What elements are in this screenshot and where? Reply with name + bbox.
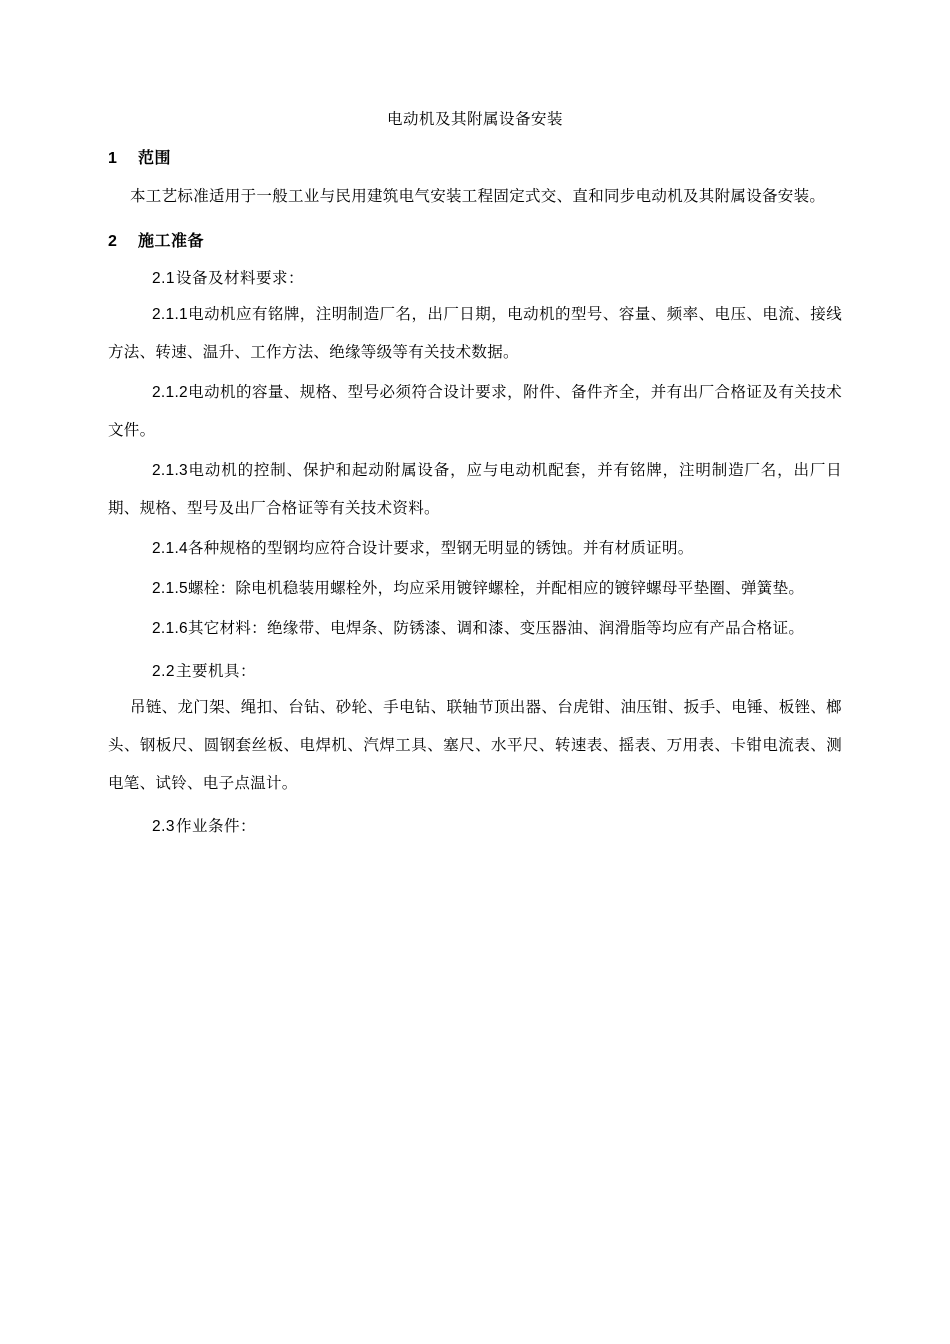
- subsection-title-2-3: 作业条件：: [176, 818, 257, 836]
- paragraph-number-2-1-1: 2.1.1: [152, 306, 188, 324]
- paragraph-text-2-1-4: 各种规格的型钢均应符合设计要求，型钢无明显的锈蚀。并有材质证明。: [187, 540, 694, 558]
- section-number-1: 1: [108, 149, 118, 167]
- paragraph-2-1-6: [108, 610, 842, 648]
- subsection-number-2-3: 2.3: [152, 818, 176, 836]
- paragraph-2-1-3: [108, 452, 842, 528]
- paragraph-2-1-1: [108, 296, 842, 372]
- paragraph-scope: 本工艺标准适用于一般工业与民用建筑电气安装工程固定式交、直和同步电动机及其附属设备安装。: [130, 187, 826, 205]
- section-title-2: 施工准备: [138, 232, 205, 250]
- subsection-heading-2-1: [108, 265, 842, 292]
- paragraph-text-2-1-3: 电动机的控制、保护和起动附属设备，应与电动机配套，并有铭牌，注明制造厂名，出厂日期、规格、型号及出厂合格证等有关技术资料。: [108, 462, 842, 518]
- section-heading-1: [108, 145, 842, 172]
- paragraph-number-2-1-2: 2.1.2: [152, 384, 188, 402]
- subsection-title-2-1: 设备及材料要求：: [176, 270, 305, 288]
- paragraph-number-2-1-4: 2.1.4: [152, 540, 188, 558]
- paragraph-number-2-1-5: 2.1.5: [152, 580, 188, 598]
- subsection-number-2-1: 2.1: [152, 270, 176, 288]
- paragraph-2-1-2: [108, 374, 842, 450]
- paragraph-2-1-4: [108, 530, 842, 568]
- page-title: 电动机及其附属设备安装: [386, 111, 563, 128]
- subsection-heading-2-2: [108, 658, 842, 685]
- subsection-number-2-2: 2.2: [152, 662, 176, 680]
- section-heading-2: [108, 228, 842, 255]
- paragraph-text-2-1-5: 螺栓：除电机稳装用螺栓外，均应采用镀锌螺栓，并配相应的镀锌螺母平垫圈、弹簧垫。: [187, 580, 805, 598]
- paragraph-text-2-1-2: 电动机的容量、规格、型号必须符合设计要求，附件、备件齐全，并有出厂合格证及有关技术文件。: [108, 384, 842, 440]
- paragraph-text-2-1-6: 其它材料：绝缘带、电焊条、防锈漆、调和漆、变压器油、润滑脂等均应有产品合格证。: [187, 620, 805, 638]
- paragraph-text-2-1-1: 电动机应有铭牌，注明制造厂名，出厂日期，电动机的型号、容量、频率、电压、电流、接线方法、转速、温升、工作方法、绝缘等级等有关技术数据。: [108, 306, 842, 362]
- paragraph-number-2-1-6: 2.1.6: [152, 620, 188, 638]
- subsection-title-2-2: 主要机具：: [176, 662, 257, 680]
- paragraph-number-2-1-3: 2.1.3: [152, 462, 188, 480]
- section-number-2: 2: [108, 232, 118, 250]
- paragraph-2-1-5: [108, 570, 842, 608]
- subsection-heading-2-3: [108, 813, 842, 840]
- paragraph-tools: 吊链、龙门架、绳扣、台钻、砂轮、手电钻、联轴节顶出器、台虎钳、油压钳、扳手、电锤、板锉、榔头、钢板尺、圆钢套丝板、电焊机、汽焊工具、塞尺、水平尺、转速表、摇表、万用表、卡钳电流表、测电笔、试铃、电子点温计。: [108, 699, 842, 793]
- section-title-1: 范围: [138, 149, 172, 167]
